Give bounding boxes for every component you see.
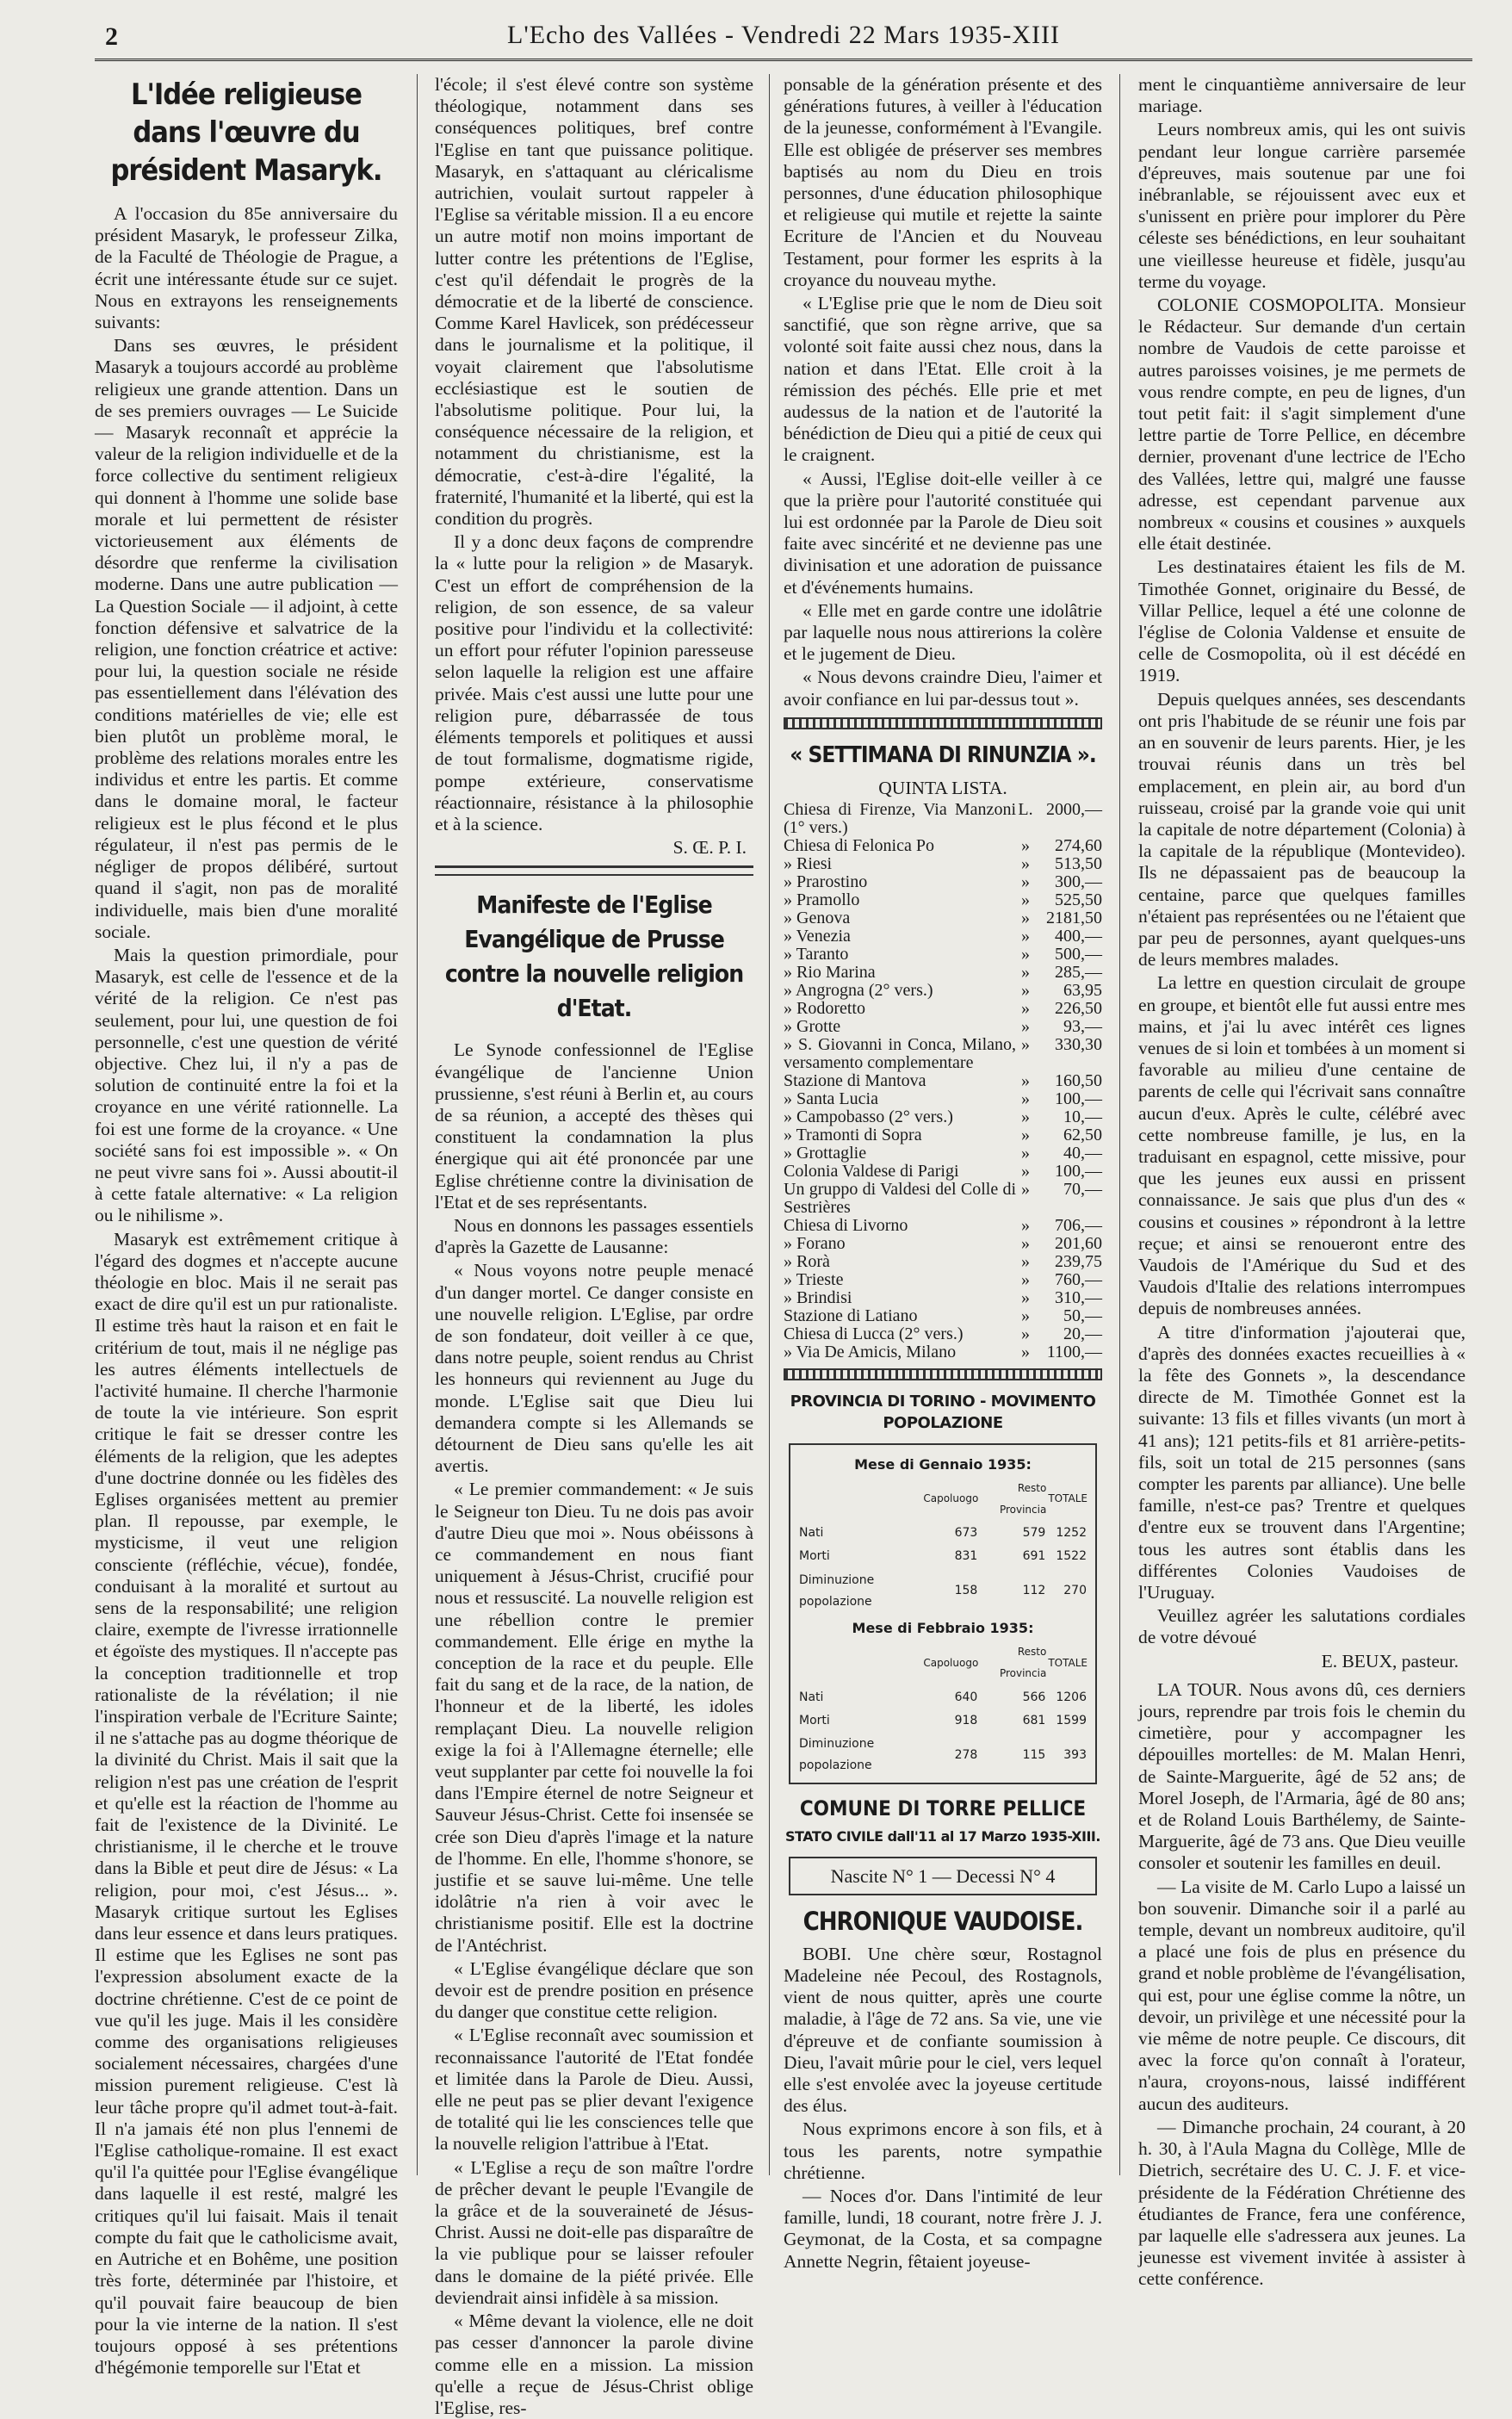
currency-mark: » [1021, 1089, 1030, 1109]
list-item [784, 1163, 1102, 1181]
column-4 [1138, 74, 1466, 2290]
list-item [784, 927, 1102, 946]
donation-amount: 285,— [1055, 963, 1102, 983]
list-item [784, 964, 1102, 982]
currency-mark: » [1021, 1071, 1030, 1091]
donation-amount: 310,— [1055, 1288, 1102, 1308]
torre-subtitle: STATO CIVILE dall'11 al 17 Marzo 1935-XIII. [785, 1828, 1100, 1845]
donation-amount: 2000,— [1046, 800, 1102, 820]
table-cell: 831 [954, 1549, 978, 1564]
donor-name: Un gruppo di Valdesi del Colle di Sestrières [784, 1180, 1016, 1218]
paragraph: Les destinataires étaient les fils de M. Timothée Gonnet, originaire du Bessé, de Villar Pellice, lequel a été une colonne de l'église de Colonia Valdense et ensuite de celle de Cosmopolita, où il est décédé en 1919. [1138, 556, 1466, 686]
list-item [784, 1325, 1102, 1343]
section-divider [784, 717, 1102, 729]
donation-amount: 760,— [1055, 1270, 1102, 1290]
settimana-title: « SETTIMANA DI RINUNZIA ». [790, 741, 1096, 768]
paragraph: ment le cinquantième anniversaire de leur mariage. [1138, 74, 1466, 117]
currency-mark: » [1021, 909, 1030, 928]
paragraph: Nous en donnons les passages essentiels d'après la Gazette de Lausanne: [435, 1214, 753, 1258]
table-cell: 278 [954, 1747, 978, 1762]
currency-mark: » [1021, 1144, 1030, 1163]
list-item [784, 982, 1102, 1000]
paragraph: — La visite de M. Carlo Lupo a laissé un bon souvenir. Dimanche soir il a parlé au temple, devant un nombreux auditoire, qu'il a placé une fois de plus en présence du grand et noble problème de l'évangélisation, qui est, pour une église comme la nôtre, un devoir, un privilège et une nécessité pour la vie même de notre peuple. Ce discours, dit avec la force qu'on connaît à l'orateur, n'aura, croyons-nous, laissé indifférent aucun des auditeurs. [1138, 1876, 1466, 2114]
paragraph: La lettre en question circulait de groupe en groupe, et bientôt elle fut aussi entre mes mains, et j'ai lu avec intérêt ces lignes venues de si loin et tombées à un moment si favorable au milieu d'une centaine de parents de celle qui l'écrivait sans connaître aucun d'eux. Après le culte, célébré avec cette nombreuse famille, je lus, en la traduisant en espagnol, cette missive, pour que les jeunes eux aussi en prissent connaissance. Je sais que plus d'un des « cousins et cousines » répondront à la lettre reçue; et ainsi se renoueront entre des Vaudois de l'Amérique du Sud et des Vaudois d'Italie des relations interrompues depuis de nombreuses années. [1138, 972, 1466, 1319]
currency-mark: » [1021, 1017, 1030, 1037]
row-label: Nati [799, 1690, 824, 1704]
donation-amount: 10,— [1063, 1107, 1102, 1127]
section-divider [435, 865, 753, 876]
donor-name: » Pramollo [784, 890, 860, 910]
list-item [784, 1253, 1102, 1271]
currency-mark: » [1021, 1343, 1030, 1362]
torre-title: COMUNE DI TORRE PELLICE [799, 1796, 1087, 1821]
currency-mark: » [1021, 981, 1030, 1001]
table-cell: 640 [954, 1690, 978, 1704]
column-1 [95, 74, 398, 2379]
month-label: Mese di Gennaio 1935: [854, 1455, 1032, 1473]
paragraph: « Le premier commandement: « Je suis le Seigneur ton Dieu. Tu ne dois pas avoir d'autre Dieu que moi ». Nous obéissons à ce commandement en nous fiant uniquement à Jésus-Christ, crucifié pour nous et ressuscité. La nouvelle religion est une rébellion contre le premier commandement. Elle érige en mythe la conception de la race et du peuple. Elle fait du sang et de la race, de la nation, de l'honneur et de la liberté, les idoles remplaçant Dieu. La nouvelle religion exige la foi à l'Allemagne éternelle; elle veut supplanter par cette foi nouvelle la foi dans l'Empire éternel de notre Seigneur et Sauveur Jésus-Christ. Cette foi insensée se crée son Dieu d'après l'image et la nature de l'homme. En elle, l'homme s'honore, se justifie et se sauve lui-même. Une telle idolâtrie n'a rien à voir avec le christianisme positif. Elle est la doctrine de l'Antéchrist. [435, 1479, 753, 1956]
currency-mark: » [1021, 1126, 1030, 1145]
list-item [784, 1289, 1102, 1307]
list-item [784, 1108, 1102, 1126]
page-number: 2 [105, 22, 118, 51]
paragraph: Nous exprimons encore à son fils, et à tous les parents, notre sympathie chrétienne. [784, 2118, 1102, 2183]
table-cell: 158 [954, 1584, 978, 1598]
donation-amount: 160,50 [1055, 1071, 1102, 1091]
list-item [784, 1036, 1102, 1072]
donation-amount: 300,— [1055, 872, 1102, 892]
donor-name: » Brindisi [784, 1288, 852, 1308]
paragraph: Mais la question primordiale, pour Masaryk, est celle de l'essence et de la vérité de la religion. Ce n'est pas seulement, pour lui, une question de foi personnelle, c'est une question de vérité objective. Chez lui, il n'y a pas de solution de continuité entre la foi et la croyance en une vérité rationnelle. La foi est une forme de la croyance. « Une société sans foi est impossible ». « On ne peut vivre sans foi ». Aussi aboutit-il à cette fatale alternative: « La religion ou le nihilisme ». [95, 944, 398, 1226]
column-rule [769, 74, 770, 2175]
table-cell: 1252 [1056, 1526, 1087, 1541]
paragraph: Depuis quelques années, ses descendants ont pris l'habitude de se réunir une fois par an en souvenir de leurs parents. Hier, je les trouvai réunis dans un très bel emplacement, en plein air, au bord d'un ruisseau, croisé par la grande voie qui unit la capitale de notre département (Colonia) à la capitale de la république (Montevideo). Ils ne dépassaient pas de beaucoup la centaine, parce que quelques familles n'étaient pas représentées ou ne l'étaient que par peu de personnes, ayant quelques-uns de leurs membres malades. [1138, 688, 1466, 971]
list-item [784, 1000, 1102, 1018]
donor-name: » Via De Amicis, Milano [784, 1343, 957, 1362]
table-cell: 270 [1063, 1584, 1087, 1598]
month-label: Mese di Febbraio 1935: [852, 1619, 1034, 1636]
column-header: Capoluogo [923, 1492, 979, 1505]
column-3 [784, 74, 1102, 2272]
donation-amount: 330,30 [1055, 1035, 1102, 1055]
currency-mark: » [1021, 1162, 1030, 1182]
column-header: TOTALE [1048, 1492, 1088, 1505]
donor-name: » S. Giovanni in Conca, Milano, versamento complementare [784, 1035, 1016, 1073]
list-item [784, 1217, 1102, 1235]
column-header: Capoluogo [923, 1656, 979, 1669]
paragraph: Il y a donc deux façons de comprendre la « lutte pour la religion » de Masaryk. C'est un effort de compréhension de la religion, de son essence, de sa valeur positive pour l'individu et la collectivité: un effort pour réfuter l'opinion paresseuse selon laquelle la religion est une affaire privée. Mais c'est aussi une lutte pour une religion pure, débarrassée de tous éléments temporels et politiques et aussi de tout formalisme, dogmatisme rigide, pompe extérieure, conservatisme réactionnaire, résistance à la philosophie et à la science. [435, 531, 753, 834]
currency-mark: » [1021, 836, 1030, 856]
column-rule [1119, 74, 1120, 2175]
donor-name: Stazione di Latiano [784, 1306, 918, 1326]
donor-name: Chiesa di Livorno [784, 1216, 908, 1236]
table-cell: 918 [954, 1713, 978, 1727]
table-cell: 681 [1022, 1713, 1046, 1727]
paragraph: — Dimanche prochain, 24 courant, à 20 h. 30, à l'Aula Magna du Collège, Mlle de Dietrich, secrétaire des U. C. J. F. et vice-présidente de la Fédération Chrétienne des étudiantes de France, fera une conférence, par laquelle elle s'adressera aux jeunes. La jeunesse est vivement invitée à assister à cette conférence. [1138, 2116, 1466, 2290]
donation-amount: 400,— [1055, 927, 1102, 946]
list-item [784, 801, 1102, 837]
paragraph: BOBI. Une chère sœur, Rostagnol Madeleine née Pecoul, des Rostagnols, vient de nous quitter, après une courte maladie, à l'âge de 72 ans. Sa vie, une vie d'épreuve et de confiante soumission à Dieu, l'avait mûrie pour le ciel, vers lequel elle s'est envolée avec la joyeuse certitude des élus. [784, 1943, 1102, 2117]
currency-mark: » [1021, 963, 1030, 983]
donor-name: Stazione di Mantova [784, 1071, 926, 1091]
paragraph: l'école; il s'est élevé contre son système théologique, notamment dans ses conséquences politiques, bref contre l'Eglise en tant que puissance politique. Masaryk, en s'attaquant au cléricalisme autrichien, voulait surtout rappeler à l'Eglise sa véritable mission. Il a eu encore un autre motif non moins important de lutter contre les prétentions de l'Eglise, c'est qu'il défendait le progrès de la démocratie et de la liberté de conscience. Comme Karel Havlicek, son prédécesseur dans le journalisme et la politique, il voyait clairement que l'absolutisme ecclésiastique est le soutien de l'absolutisme politique. Pour lui, la conséquence nécessaire de la religion, et notamment du christianisme, est la démocratie, c'est-à-dire l'égalité, la fraternité, l'humanité et la liberté, qui est la condition du progrès. [435, 74, 753, 530]
currency-mark: » [1021, 927, 1030, 946]
paragraph: Veuillez agréer les salutations cordiales de votre dévoué [1138, 1605, 1466, 1648]
list-item [784, 855, 1102, 873]
list-item [784, 1126, 1102, 1144]
currency-mark: » [1021, 1306, 1030, 1326]
list-item [784, 837, 1102, 855]
column-header: Resto Provincia [999, 1646, 1047, 1680]
donation-amount: 62,50 [1063, 1126, 1102, 1145]
list-item [784, 1072, 1102, 1090]
donation-amount: 100,— [1055, 1089, 1102, 1109]
column-header: Resto Provincia [999, 1481, 1047, 1516]
list-item [784, 946, 1102, 964]
list-item [784, 1343, 1102, 1361]
currency-mark: » [1021, 1252, 1030, 1272]
donor-name: » Campobasso (2° vers.) [784, 1107, 953, 1127]
paragraph: « L'Eglise reconnaît avec soumission et reconnaissance l'autorité de l'Etat fondée et limitée dans la Parole de Dieu. Aussi, elle ne peut pas se plier devant l'exigence de totalité qui lie les consciences telle que la nouvelle religion l'attribue à l'Etat. [435, 2025, 753, 2155]
table-row [797, 1545, 1088, 1568]
paragraph: « Aussi, l'Eglise doit-elle veiller à ce que la prière pour l'autorité constituée qui lui est ordonnée par la Parole de Dieu soit faite avec sincérité et ne devienne pas une divinisation et une adoration de puissance et d'événements humains. [784, 468, 1102, 598]
paragraph: — Noces d'or. Dans l'intimité de leur famille, lundi, 18 courant, notre frère J. J. Geymonat, de la Costa, et sa compagne Annette Negrin, fêtaient joyeuse- [784, 2185, 1102, 2272]
donation-amount: 40,— [1063, 1144, 1102, 1163]
paragraph: ponsable de la génération présente et des générations futures, à veiller à l'éducation de la jeunesse, conformément à l'Evangile. Elle est obligée de préserver ses membres baptisés au nom du Dieu en trois personnes, d'une éducation philosophique et religieuse qui mutile et rejette la sainte Ecriture de l'Ancien et du Nouveau Testament, pour former les esprits à la croyance du nouveau mythe. [784, 74, 1102, 290]
list-item [784, 1018, 1102, 1036]
donation-amount: 513,50 [1055, 854, 1102, 874]
donor-name: Colonia Valdese di Parigi [784, 1162, 959, 1182]
table-cell: 393 [1063, 1747, 1087, 1762]
table-cell: 673 [954, 1526, 978, 1541]
currency-mark: » [1021, 945, 1030, 964]
donor-name: » Trieste [784, 1270, 844, 1290]
population-month-table [797, 1477, 1088, 1614]
currency-mark: » [1021, 1180, 1030, 1200]
population-table [789, 1443, 1097, 1785]
chronique-title: CHRONIQUE VAUDOISE. [802, 1906, 1083, 1936]
currency-mark: » [1021, 1035, 1030, 1055]
column-rule [417, 74, 418, 2175]
donor-name: » Rorà [784, 1252, 830, 1272]
column-2 [435, 74, 753, 2418]
donation-amount: 525,50 [1055, 890, 1102, 910]
paragraph: COLONIE COSMOPOLITA. Monsieur le Rédacteur. Sur demande d'un certain nombre de Vaudois de cette paroisse et autres paroisses voisines, je me permets de vous rendre compte, en peu de lignes, d'un tout petit fait: il s'agit simplement d'une lettre partie de Torre Pellice, en décembre dernier, provenant d'une lectrice de l'Echo des Vallées, lettre qui, malgré une fausse adresse, est cependant parvenue aux nombreux « cousins et cousines » auxquels elle était destinée. [1138, 295, 1466, 555]
list-item [784, 891, 1102, 909]
row-label: Morti [799, 1549, 830, 1564]
currency-mark: L. [1018, 800, 1033, 820]
births-deaths-box: Nascite N° 1 — Decessi N° 4 [789, 1857, 1097, 1895]
table-cell: 1599 [1056, 1713, 1087, 1727]
paragraph: « Nous voyons notre peuple menacé d'un danger mortel. Ce danger consiste en une nouvelle religion. L'Eglise, par ordre de son fondateur, doit veiller à ce que, dans notre peuple, soient rendus au Christ les honneurs qui reviennent au Juge du monde. L'Eglise sait que Dieu lui demandera compte si les Allemands se détournent de Dieu sans qu'elle les ait avertis. [435, 1260, 753, 1477]
donor-name: » Grotte [784, 1017, 841, 1037]
column-header: TOTALE [1048, 1656, 1088, 1669]
donation-amount: 226,50 [1055, 999, 1102, 1019]
paragraph: LA TOUR. Nous avons dû, ces derniers jours, reprendre par trois fois le chemin du cimetière, pour y accompagner les dépouilles mortelles: de M. Malan Henri, de Sainte-Marguerite, âgé de 52 ans; de Morel Joseph, de l'Armaria, âgé de 80 ans; et de Roland Louis Barthélemy, de Sainte-Marguerite, âgé de 73 ans. Que Dieu veuille consoler et soutenir les familles en deuil. [1138, 1678, 1466, 1874]
donor-name: » Venezia [784, 927, 851, 946]
donation-amount: 1100,— [1046, 1343, 1102, 1362]
row-label: Diminuzione popolazione [799, 1572, 875, 1609]
paragraph: « L'Eglise évangélique déclare que son devoir est de prendre position en présence du danger que constitue cette religion. [435, 1957, 753, 2023]
masthead-title: L'Echo des Vallées - Vendredi 22 Mars 1935-XIII [507, 21, 1060, 49]
donation-amount: 63,95 [1063, 981, 1102, 1001]
donor-name: » Tramonti di Sopra [784, 1126, 922, 1145]
donor-name: » Angrogna (2° vers.) [784, 981, 933, 1001]
paragraph: Masaryk est extrêmement critique à l'égard des dogmes et n'accepte aucune théologie en bloc. Mais il ne serait pas exact de dire qu'il est un pur rationaliste. Il estime très haut la raison et en fait le critérium de tout, mais il ne néglige pas les autres éléments intellectuels de l'activité humaine. Il cherche l'harmonie de toute la vie intérieure. Son esprit critique le fait se dresser contre les éléments de la religion, que les adeptes d'une doctrine donnée ou les fidèles des Eglises organisées mettent au premier plan. Il repousse, par exemple, le mysticisme, il veut une religion consciente (réfléchie, vécue), fondée, conduisant à la moralité et surtout au sens de la responsabilité; une religion claire, exempte de l'ivresse irrationnelle et égoïste des mystiques. Il n'accepte pas la conception traditionnelle et trop rationaliste de la révélation; il nie l'inspiration verbale de l'Ecriture Sainte; il ne s'attache pas au dogme théorique de la divinité du Christ. Mais il sait que la religion n'est pas une création de l'esprit et qu'elle est la réaction de l'homme au fait de l'existence de la Divinité. Le christianisme, il le cherche et le trouve dans la Bible et peut dire de Jésus: « La religion, pour moi, c'est Jésus... ». Masaryk critique surtout les Eglises dans leur essence et dans leurs pratiques. Il estime que les Eglises ne sont pas l'expression absolument exacte de la doctrine chrétienne. C'est de ce point de vue qu'il les juge. Mais il les considère comme des organisations religieuses socialement nécessaires, chargées d'une mission purement religieuse. C'est là leur tâche propre qu'il admet tout-à-fait. Il n'a jamais été non plus l'ennemi de l'Eglise catholique-romaine. Il est exact qu'il l'a quittée pour l'Eglise évangélique dans laquelle il est resté, malgré les critiques qu'il lui faisait. Mais il tenait compte du fait que le catholicisme avait, en Autriche et en Bohême, une position très forte, déterminée par l'histoire, et qu'il pouvait faire beaucoup de bien pour la vie interne de la nation. Il s'est toujours opposé à ses prétentions d'hégémonie temporelle sur l'Etat et [95, 1228, 398, 2379]
currency-mark: » [1021, 1324, 1030, 1344]
paragraph: « Nous devons craindre Dieu, l'aimer et avoir confiance en lui par-dessus tout ». [784, 667, 1102, 710]
donation-amount: 201,60 [1055, 1234, 1102, 1254]
currency-mark: » [1021, 1270, 1030, 1290]
donation-amount: 274,60 [1055, 836, 1102, 856]
row-label: Morti [799, 1713, 830, 1727]
donation-amount: 239,75 [1055, 1252, 1102, 1272]
donor-name: » Santa Lucia [784, 1089, 878, 1109]
table-cell: 112 [1022, 1584, 1046, 1598]
torino-title: PROVINCIA DI TORINO - MOVIMENTO POPOLAZIONE [790, 1392, 1096, 1433]
currency-mark: » [1021, 890, 1030, 910]
population-month-table [797, 1641, 1088, 1777]
donor-name: » Rio Marina [784, 963, 876, 983]
donation-amount: 70,— [1063, 1180, 1102, 1200]
currency-mark: » [1021, 1107, 1030, 1127]
donor-name: » Rodoretto [784, 999, 865, 1019]
column-header [797, 1641, 922, 1685]
donation-amount: 500,— [1055, 945, 1102, 964]
table-cell: 566 [1022, 1690, 1046, 1704]
table-row [797, 1686, 1088, 1709]
table-row [797, 1733, 1088, 1777]
currency-mark: » [1021, 1216, 1030, 1236]
table-row [797, 1709, 1088, 1733]
list-item [784, 873, 1102, 891]
donor-name: Chiesa di Felonica Po [784, 836, 934, 856]
currency-mark: » [1021, 1234, 1030, 1254]
table-cell: 691 [1022, 1549, 1046, 1564]
paragraph: Leurs nombreux amis, qui les ont suivis pendant leur longue carrière parsemée d'épreuves, mais soutenue par une foi inébranlable, se réjouissent avec eux et s'unissent en prière pour implorer du Père céleste ses bénédictions, en leur souhaitant une vieillesse heureuse et fidèle, jusqu'au terme du voyage. [1138, 119, 1466, 292]
signature: S. Œ. P. I. [672, 837, 747, 859]
paragraph: A l'occasion du 85e anniversaire du président Masaryk, le professeur Zilka, de la Faculté de Théologie de Prague, a écrit une intéressante étude sur ce sujet. Nous en extrayons les renseignements suivants: [95, 203, 398, 333]
article-title-manifeste: Manifeste de l'Eglise Evangélique de Prusse contre la nouvelle religion d'Etat. [444, 890, 744, 1023]
row-label: Nati [799, 1526, 824, 1541]
donations-list [784, 801, 1102, 1361]
donor-name: » Grottaglie [784, 1144, 867, 1163]
donation-amount: 2181,50 [1046, 909, 1102, 928]
donation-amount: 20,— [1063, 1324, 1102, 1344]
table-cell: 1522 [1056, 1549, 1087, 1564]
table-cell: 115 [1022, 1747, 1046, 1762]
currency-mark: » [1021, 854, 1030, 874]
donation-amount: 100,— [1055, 1162, 1102, 1182]
article-title-masaryk: L'Idée religieuse dans l'œuvre du président Masaryk. [110, 78, 382, 188]
section-divider [784, 1368, 1102, 1380]
paragraph: A titre d'information j'ajouterai que, d'après des données exactes recueillies à « la fête des Gonnets », la descendance directe de M. Timothée Gonnet est la suivante: 13 fils et filles vivants (un mort à 41 ans); 121 petits-fils et 81 arrière-petits-fils, soit un total de 215 personnes (sans compter les parents par alliance). Une belle famille, n'est-ce pas? Trentre et quelques d'entre eux se trouvent dans l'Argentine; tous les autres sont établis dans les différentes Colonies Vaudoises de l'Uruguay. [1138, 1321, 1466, 1603]
table-cell: 579 [1022, 1526, 1046, 1541]
list-item [784, 1235, 1102, 1253]
donor-name: » Prarostino [784, 872, 868, 892]
paragraph: Dans ses œuvres, le président Masaryk a toujours accordé au problème religieux une grande attention. Dans un de ses premiers ouvrages — Le Suicide — Masaryk reconnaît et apprécie la valeur de la religion individuelle et de la force collective du sentiment religieux qui donnent à l'homme une solide base morale et lui permettent de résister victorieusement aux éléments de désordre que renferme la civilisation moderne. Dans une autre publication — La Question Sociale — il adjoint, à cette fonction défensive et salvatrice de la religion, une fonction créatrice et active: pour lui, la question sociale ne réside pas essentiellement dans l'élévation des conditions matérielles de vie; elle est bien plutôt un problème moral, le problème des relations morales entre les individus et entre les partis. Et comme dans le domaine moral, le facteur religieux est le plus fécond et le plus régulateur, il n'est pas permis de le négliger de propos délibéré, surtout quand il s'agit, non pas de moralité individuelle, mais bien d'une moralité sociale. [95, 335, 398, 942]
currency-mark: » [1021, 999, 1030, 1019]
donation-amount: 50,— [1063, 1306, 1102, 1326]
paragraph: Le Synode confessionnel de l'Eglise évangélique de l'ancienne Union prussienne, s'est réuni à Berlin et, au cours de sa réunion, a accepté des thèses qui constituent la condamnation la plus énergique qui ait été prononcée par une Eglise chrétienne contre la divinisation de l'Etat et de ses représentants. [435, 1039, 753, 1213]
list-item [784, 909, 1102, 927]
row-label: Diminuzione popolazione [799, 1736, 875, 1773]
list-item [784, 1090, 1102, 1108]
list-item [784, 1307, 1102, 1325]
donation-amount: 93,— [1063, 1017, 1102, 1037]
paragraph: « Elle met en garde contre une idolâtrie par laquelle nous nous attirerions la colère et le jugement de Dieu. [784, 599, 1102, 665]
signature: E. BEUX, pasteur. [1321, 1650, 1459, 1672]
donor-name: » Forano [784, 1234, 846, 1254]
donor-name: » Riesi [784, 854, 833, 874]
page-header [95, 16, 1472, 61]
table-row [797, 1522, 1088, 1545]
list-item [784, 1144, 1102, 1163]
donor-name: » Genova [784, 909, 851, 928]
column-header [797, 1477, 922, 1522]
table-cell: 1206 [1056, 1690, 1087, 1704]
donor-name: Chiesa di Firenze, Via Manzoni (1° vers.) [784, 800, 1016, 838]
currency-mark: » [1021, 872, 1030, 892]
paragraph: « L'Eglise a reçu de son maître l'ordre de prêcher devant le peuple l'Evangile de la grâce et de la souveraineté de Jésus-Christ. Aussi ne doit-elle pas disparaître de la vie publique pour se laisser refouler dans le domaine de la piété privée. Elle deviendrait ainsi infidèle à sa mission. [435, 2156, 753, 2308]
paragraph: « Même devant la violence, elle ne doit pas cesser d'annoncer la parole divine comme elle en a mission. La mission qu'elle a reçue de Jésus-Christ oblige l'Eglise, res- [435, 2310, 753, 2418]
list-item [784, 1181, 1102, 1217]
currency-mark: » [1021, 1288, 1030, 1308]
paragraph: « L'Eglise prie que le nom de Dieu soit sanctifié, que son règne arrive, que sa volonté soit faite aussi chez nous, dans la nation et dans l'Etat. Elle croit à la rémission des péchés. Elle prie et met audessus de la nation et de l'autorité la bénédiction de Dieu qui a pitié de ceux qui le craignent. [784, 293, 1102, 466]
donation-amount: 706,— [1055, 1216, 1102, 1236]
list-item [784, 1271, 1102, 1289]
settimana-subtitle: QUINTA LISTA. [878, 777, 1007, 798]
donor-name: Chiesa di Lucca (2° vers.) [784, 1324, 964, 1344]
donor-name: » Taranto [784, 945, 849, 964]
table-row [797, 1569, 1088, 1614]
